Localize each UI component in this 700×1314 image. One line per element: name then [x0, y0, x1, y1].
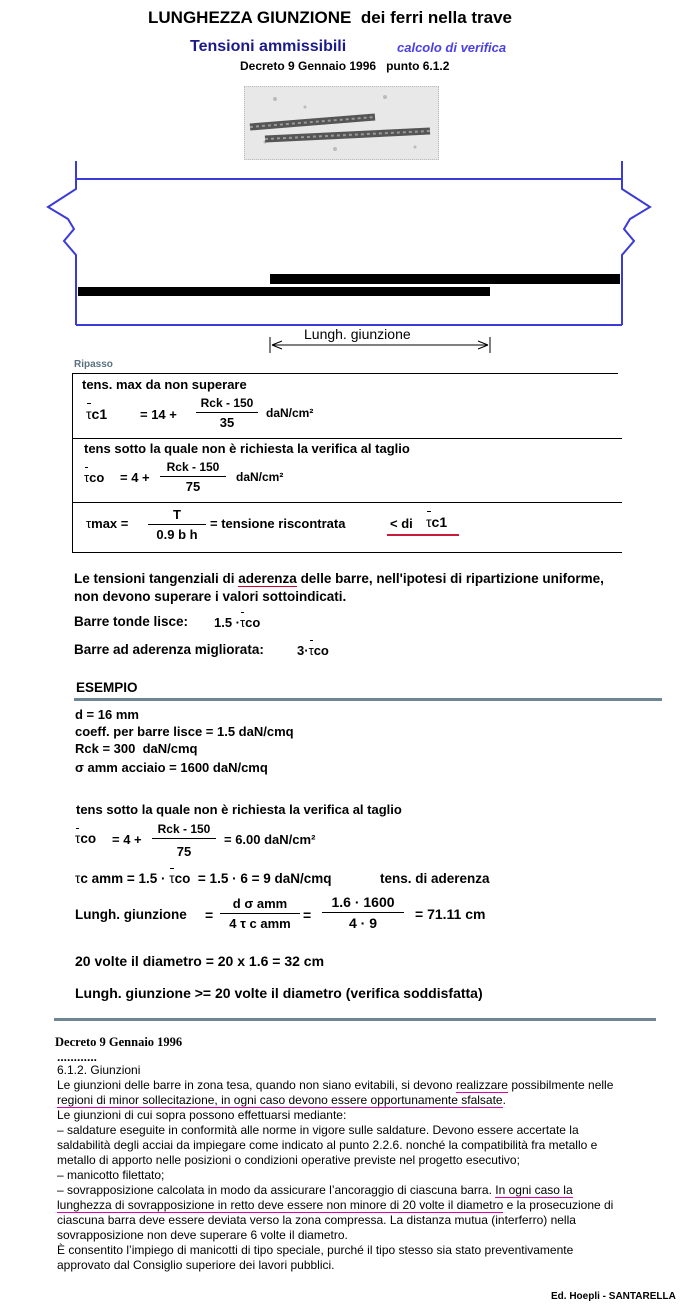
verification-result: Lungh. giunzione >= 20 volte il diametro (verifica soddisfatta): [75, 985, 483, 1001]
rck-value: Rck = 300 daN/cmq: [75, 741, 198, 756]
review-box-divider: [72, 502, 622, 503]
splice-length-label: Lungh. giunzione: [304, 326, 411, 342]
adherence-stress-calc: τc amm = 1.5 · τco = 1.5 · 6 = 9 daN/cmq: [75, 871, 332, 886]
tau-co-symbol: τco: [84, 470, 105, 485]
tau-c1-fraction: Rck - 150 35: [196, 396, 258, 430]
norm-line-3: Le giunzioni di cui sopra possono effettuarsi mediante:: [57, 1108, 347, 1122]
review-label: Ripasso: [74, 359, 113, 370]
tau-max-symbol: τmax =: [86, 516, 129, 531]
norm-line-1: Le giunzioni delle barre in zona tesa, quando non siano evitabili, si devono realizzare possibilmente nelle: [57, 1078, 614, 1092]
norm-line-4: – saldature eseguite in conformità alle norme in vigore sulle saldature. Devono essere accertate la: [57, 1123, 579, 1137]
subtitle: Tensioni ammissibili: [190, 38, 347, 55]
norm-section: 6.1.2. Giunzioni: [57, 1063, 141, 1077]
tau-max-fraction: T 0.9 b h: [148, 507, 206, 542]
tau-max-equation: = tensione riscontrata: [210, 516, 346, 531]
review-box-divider: [72, 438, 622, 439]
tau-c1-equation: = 14 +: [140, 407, 177, 422]
review-box-top-border: [72, 373, 618, 374]
norm-ellipsis: ............: [57, 1050, 98, 1064]
shear-threshold-title: tens sotto la quale non è richiesta la verifica al taglio: [84, 441, 410, 456]
example-tau-co-equation: = 4 +: [112, 832, 142, 847]
splice-length-eq2: =: [303, 907, 312, 923]
adherence-paragraph-line2: non devono superare i valori sottoindicati.: [74, 589, 347, 604]
twenty-diameters-calc: 20 volte il diametro = 20 x 1.6 = 32 cm: [75, 953, 325, 969]
splice-length-numeric-fraction: 1.6 · 1600 4 · 9: [322, 894, 404, 931]
norm-title: Decreto 9 Gennaio 1996: [55, 1035, 183, 1049]
splice-length-calc-label: Lungh. giunzione: [75, 907, 187, 922]
tau-co-equation: = 4 +: [120, 470, 150, 485]
tau-co-fraction: Rck - 150 75: [160, 460, 226, 494]
decree-reference: Decreto 9 Gennaio 1996 punto 6.1.2: [240, 59, 450, 73]
norm-line-7: – manicotto filettato;: [57, 1168, 165, 1182]
tau-max-rhs: τc1: [426, 514, 448, 530]
example-heading: ESEMPIO: [76, 680, 138, 695]
adherence-paragraph-line1: Le tensioni tangenziali di aderenza delle barre, nell'ipotesi di ripartizione uniforme,: [74, 571, 604, 586]
example-tau-co-result: = 6.00 daN/cm²: [224, 832, 316, 847]
comparison-underline: [387, 534, 459, 536]
example-shear-title: tens sotto la quale non è richiesta la verifica al taglio: [76, 802, 402, 817]
diameter-value: d = 16 mm: [75, 707, 139, 722]
review-box-bottom-border: [72, 552, 622, 553]
norm-line-6: metallo di apporto nelle posizioni o condizioni operative previste nel progetto esecutivo;: [57, 1153, 520, 1167]
example-tau-co-symbol: τco: [75, 831, 97, 846]
max-stress-title: tens. max da non superare: [82, 377, 247, 392]
improved-bars-value: 3·τco: [297, 643, 329, 658]
splice-length-eq1: =: [205, 907, 214, 923]
review-box-left-border: [72, 373, 73, 553]
subtitle-note: calcolo di verifica: [397, 40, 507, 55]
example-tau-co-fraction: Rck - 150 75: [152, 822, 216, 859]
tau-max-comparison: < di: [390, 516, 413, 531]
page-title: LUNGHEZZA GIUNZIONE dei ferri nella trave: [148, 8, 513, 27]
coefficient-value: coeff. per barre lisce = 1.5 daN/cmq: [75, 724, 294, 739]
steel-stress-value: σ amm acciaio = 1600 daN/cmq: [75, 760, 268, 775]
splice-length-result: = 71.11 cm: [415, 906, 486, 922]
norm-line-13: approvato dal Consiglio superiore dei lavori pubblici.: [57, 1258, 335, 1272]
norm-line-11: sovrapposizione non deve superare 6 volte il diametro.: [57, 1228, 348, 1242]
norm-separator: [54, 1018, 656, 1021]
adherence-stress-note: tens. di aderenza: [380, 871, 490, 886]
norm-line-10: ciascuna barra deve essere deviata verso la zona compressa. La distanza mutua (interferro) nella: [57, 1213, 576, 1227]
tau-co-unit: daN/cm²: [236, 470, 284, 484]
norm-line-8: – sovrapposizione calcolata in modo da assicurare l’ancoraggio di ciascuna barra. In ogni caso la: [57, 1183, 573, 1197]
splice-length-formula-fraction: d σ amm 4 τ c amm: [220, 896, 300, 931]
tau-c1-unit: daN/cm²: [266, 406, 314, 420]
smooth-bars-value: 1.5 ·τco: [214, 615, 261, 630]
tau-c1-symbol: τc1: [86, 406, 108, 422]
norm-line-12: È consentito l’impiego di manicotti di tipo speciale, purché il tipo stesso sia stato preventivamente: [57, 1243, 574, 1257]
example-separator: [74, 698, 662, 701]
norm-line-5: saldabilità degli acciai da impiegare come indicato al punto 2.2.6. nonché la compatibilità fra metallo e: [57, 1138, 598, 1152]
publisher-credit: Ed. Hoepli - SANTARELLA: [551, 1291, 676, 1302]
rebar-photo: [244, 86, 439, 160]
improved-bars-label: Barre ad aderenza migliorata:: [74, 642, 264, 657]
norm-line-2: regioni di minor sollecitazione, in ogni caso devono essere opportunamente sfalsate.: [57, 1093, 506, 1107]
smooth-bars-label: Barre tonde lisce:: [74, 614, 189, 629]
norm-line-9: lunghezza di sovrapposizione in retto deve essere non minore di 20 volte il diametro e la prosecuzione di: [57, 1198, 614, 1212]
